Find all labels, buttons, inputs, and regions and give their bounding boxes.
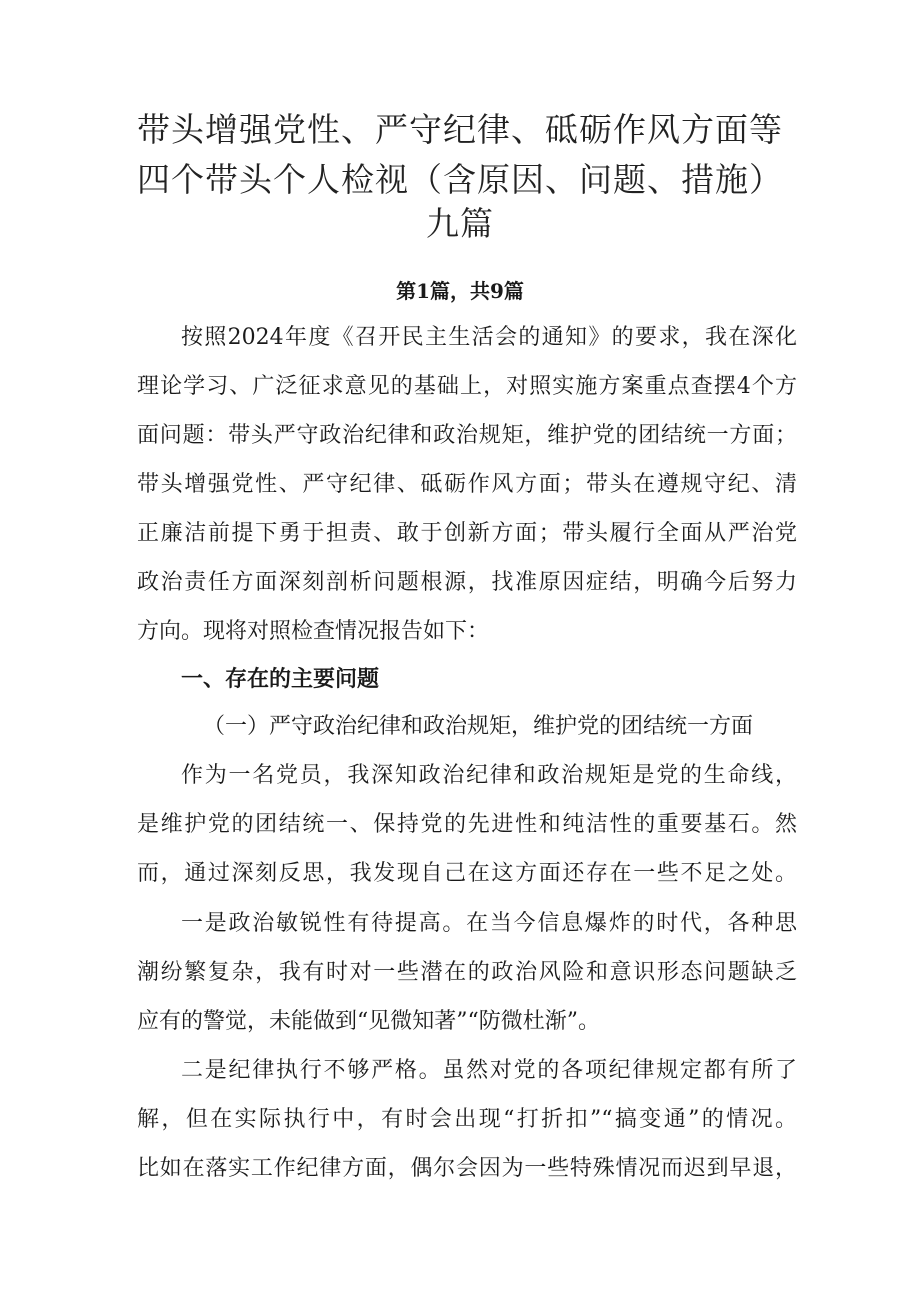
- para2-line-2: 潮纷繁复杂，我有时对一些潜在的政治风险和意识形态问题缺乏: [137, 960, 797, 985]
- para3-line-3: 比如在落实工作纪律方面，偶尔会因为一些特殊情况而迟到早退，: [137, 1156, 797, 1181]
- intro-line-1: 按照2024年度《召开民主生活会的通知》的要求，我在深化: [181, 325, 797, 350]
- section-heading: 一、存在的主要问题: [181, 666, 380, 692]
- para3-line-2: 解，但在实际执行中，有时会出现“打折扣”“搞变通”的情况。: [137, 1107, 797, 1132]
- intro-line-6: 政治责任方面深刻剖析问题根源，找准原因症结，明确今后努力: [137, 570, 797, 595]
- para1-line-1: 作为一名党员，我深知政治纪律和政治规矩是党的生命线，: [181, 763, 797, 788]
- para2-line-1: 一是政治敏锐性有待提高。在当今信息爆炸的时代，各种思: [181, 911, 797, 936]
- title-line-3: 九篇: [426, 204, 494, 243]
- intro-line-5: 正廉洁前提下勇于担责、敢于创新方面；带头履行全面从严治党: [137, 521, 797, 546]
- para2-line-3: 应有的警觉，未能做到“见微知著”“防微杜渐”。: [137, 1009, 600, 1034]
- intro-line-3: 面问题：带头严守政治纪律和政治规矩，维护党的团结统一方面；: [137, 423, 797, 448]
- intro-line-4: 带头增强党性、严守纪律、砥砺作风方面；带头在遵规守纪、清: [137, 472, 797, 497]
- para1-line-3: 而，通过深刻反思，我发现自己在这方面还存在一些不足之处。: [137, 861, 797, 886]
- title-line-2: 四个带头个人检视（含原因、问题、措施）: [137, 160, 783, 199]
- title-line-1: 带头增强党性、严守纪律、砥砺作风方面等: [137, 110, 783, 149]
- intro-line-2: 理论学习、广泛征求意见的基础上，对照实施方案重点查摆4个方: [137, 374, 797, 399]
- sub-heading: （一）严守政治纪律和政治规矩，维护党的团结统一方面: [203, 714, 754, 739]
- para1-line-2: 是维护党的团结统一、保持党的先进性和纯洁性的重要基石。然: [137, 812, 797, 837]
- intro-line-7: 方向。现将对照检查情况报告如下：: [137, 619, 490, 644]
- subtitle: 第1篇，共9篇: [396, 279, 524, 303]
- para3-line-1: 二是纪律执行不够严格。虽然对党的各项纪律规定都有所了: [181, 1058, 797, 1083]
